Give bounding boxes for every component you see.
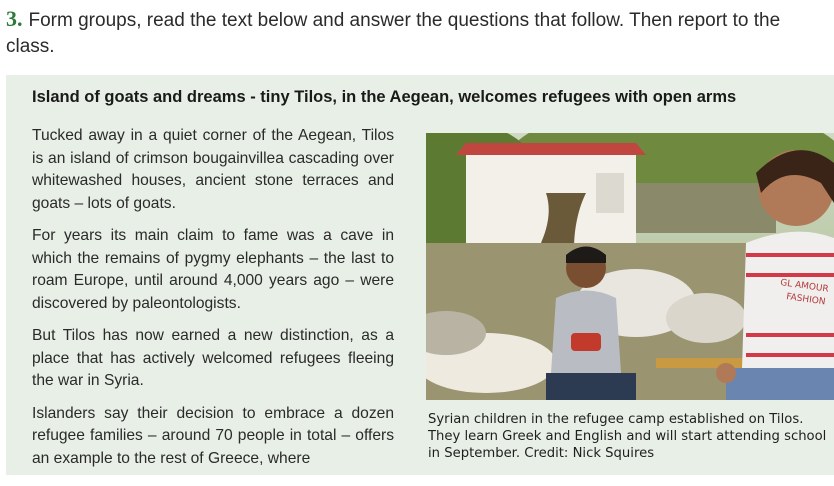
task-text: Form groups, read the text below and answer the questions that follow. Then report to the class. bbox=[6, 10, 781, 57]
article-paragraph-1: Tucked away in a quiet corner of the Aegean, Tilos is an island of crimson bougainvillea cascading over whitewashed houses, ancient stone terraces and goats – lots of goats. bbox=[32, 127, 394, 212]
photo-caption: Syrian children in the refugee camp established on Tilos. They learn Greek and English and will start attending school in September. Credit: Nick Squires bbox=[428, 412, 827, 461]
article-paragraph-4: Islanders say their decision to embrace a dozen refugee families – around 70 people in total – offers an example to the rest of Greece, where bbox=[32, 404, 394, 467]
shirt-print-line-2: FASHION bbox=[785, 292, 827, 308]
task-instruction bbox=[6, 6, 816, 60]
photo-illustration bbox=[426, 133, 834, 400]
article-body bbox=[32, 125, 394, 480]
refugee-children-photo bbox=[426, 133, 834, 400]
shirt-print-line-1: GL AMOUR bbox=[779, 278, 830, 295]
task-number: 3. bbox=[6, 6, 23, 31]
article-paragraph-2: For years its main claim to fame was a cave in which the remains of pygmy elephants – the last to roam Europe, until around 4,000 years ago – were discovered by paleontologists. bbox=[32, 227, 394, 312]
article-heading: Island of goats and dreams - tiny Tilos, in the Aegean, welcomes refugees with open arms bbox=[32, 88, 737, 106]
article-paragraph-3: But Tilos has now earned a new distinction, as a place that has actively welcomed refugees fleeing the war in Syria. bbox=[32, 327, 394, 389]
article-panel bbox=[6, 75, 834, 475]
